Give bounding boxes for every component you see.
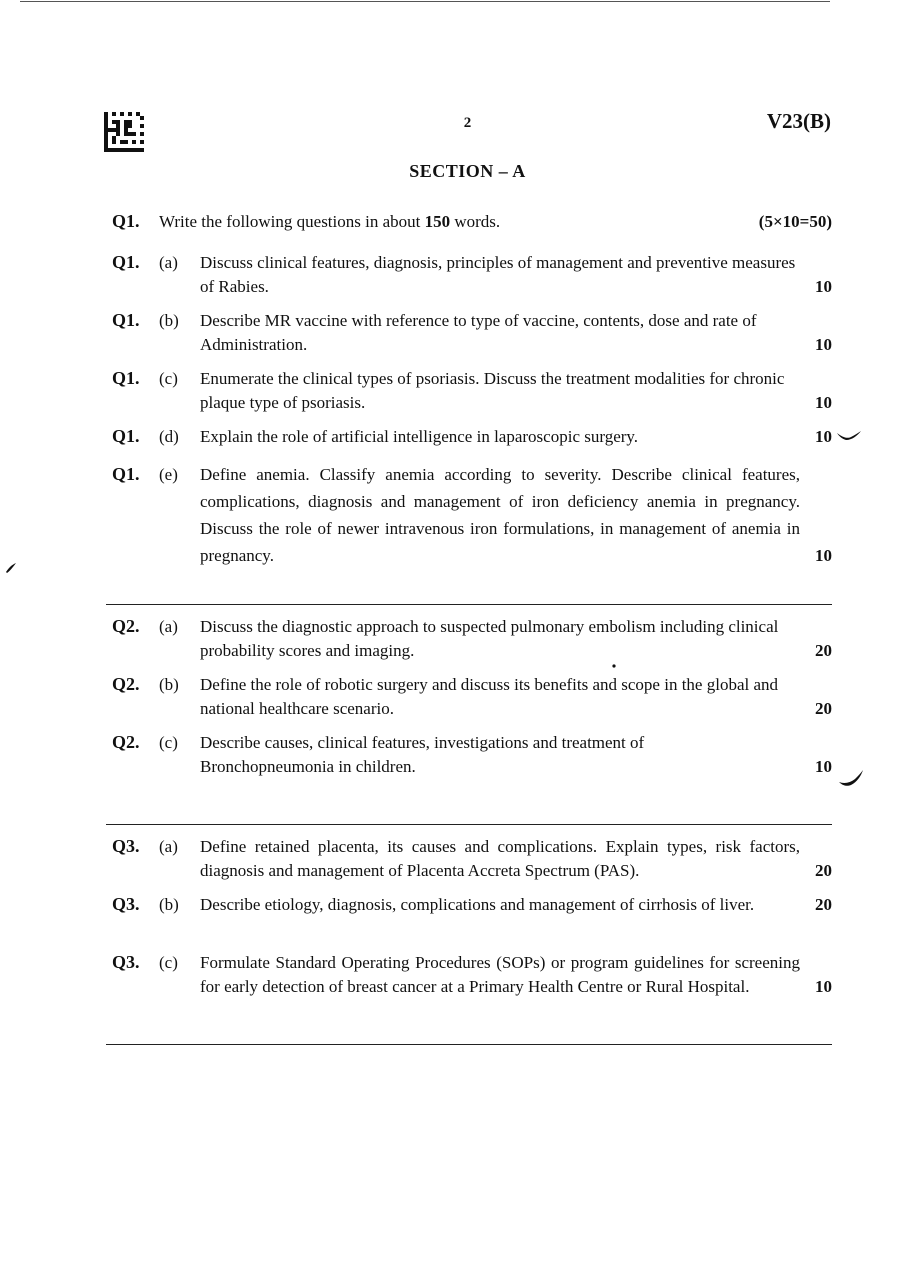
question-part: (b) <box>159 675 179 694</box>
question-number: Q2. <box>112 674 140 694</box>
question-marks: 20 <box>815 895 832 914</box>
question-part: (c) <box>159 953 178 972</box>
question-marks: 10 <box>815 276 832 296</box>
question-text: Enumerate the clinical types of psoriasis. Discuss the treatment modalities for chronic plaque type of psoriasis. <box>200 369 785 412</box>
question-marks: 10 <box>815 976 832 996</box>
question-1a <box>112 251 832 298</box>
question-number: Q2. <box>112 732 140 752</box>
question-number: Q1. <box>112 252 140 272</box>
question-number: Q3. <box>112 952 140 972</box>
question-marks: 10 <box>815 392 832 412</box>
question-part: (b) <box>159 311 179 330</box>
question-marks: 20 <box>815 860 832 880</box>
question-part: (c) <box>159 369 178 388</box>
question-marks: 10 <box>815 756 832 776</box>
question-text: Formulate Standard Operating Procedures (SOPs) or program guidelines for screening for early detection of breast cancer at a Primary Health Centre or Rural Hospital. <box>200 953 800 996</box>
question-text: Define anemia. Classify anemia according to severity. Describe clinical features, complications, diagnosis and management of iron deficiency anemia in pregnancy. Discuss the role of newer intravenous iron formulations, in management of anemia in pregnancy. <box>200 465 800 565</box>
question-text: Discuss clinical features, diagnosis, principles of management and preventive measures of Rabies. <box>200 253 796 296</box>
pen-tick-mark-icon <box>838 768 864 788</box>
question-1d <box>112 425 832 449</box>
question-2a <box>112 615 832 662</box>
question-number: Q3. <box>112 836 140 856</box>
question-number: Q1. <box>112 426 140 446</box>
divider <box>106 824 832 825</box>
pen-stroke-mark-icon <box>5 562 17 574</box>
question-text: Describe MR vaccine with reference to type of vaccine, contents, dose and rate of Administration. <box>200 311 757 354</box>
question-number: Q1. <box>112 310 140 330</box>
pen-tick-mark-icon <box>836 430 862 442</box>
question-part: (a) <box>159 837 178 856</box>
question-part: (a) <box>159 253 178 272</box>
question-text: Describe causes, clinical features, investigations and treatment of Bronchopneumonia in children. <box>200 733 645 776</box>
question-text: Describe etiology, diagnosis, complications and management of cirrhosis of liver. <box>200 895 755 914</box>
question-part: (d) <box>159 427 179 446</box>
question-marks: 10 <box>815 546 832 565</box>
question-1e <box>112 461 832 569</box>
question-marks: 20 <box>815 698 832 718</box>
question-number: Q1. <box>112 464 140 484</box>
question-1b <box>112 309 832 356</box>
top-border-line <box>20 1 830 2</box>
question-1c <box>112 367 832 414</box>
instruction-text: Write the following questions in about 150 words. <box>159 212 501 231</box>
question-part: (e) <box>159 465 178 484</box>
paper-code: V23(B) <box>766 109 831 133</box>
question-number: Q1. <box>112 368 140 388</box>
question-marks: 10 <box>815 334 832 354</box>
question-text: Define the role of robotic surgery and discuss its benefits and scope in the global and national healthcare scenario. <box>200 675 779 718</box>
question-marks: 10 <box>815 427 832 446</box>
divider <box>106 1044 832 1045</box>
question-number: Q1. <box>112 211 140 231</box>
question-text: Explain the role of artificial intelligence in laparoscopic surgery. <box>200 427 639 446</box>
question-number: Q3. <box>112 894 140 914</box>
section-marks: (5×10=50) <box>758 212 832 231</box>
page-number: 2 <box>463 115 472 131</box>
question-marks: 20 <box>815 640 832 660</box>
question-2c <box>112 731 832 778</box>
question-3b <box>112 893 832 917</box>
section-title: SECTION – A <box>409 161 526 181</box>
question-number: Q2. <box>112 616 140 636</box>
question-part: (a) <box>159 617 178 636</box>
divider <box>106 604 832 605</box>
question-text: Discuss the diagnostic approach to suspected pulmonary embolism including clinical probability scores and imaging. <box>200 617 779 660</box>
question-2b <box>112 673 832 720</box>
question-text: Define retained placenta, its causes and complications. Explain types, risk factors, diagnosis and management of Placenta Accreta Spectrum (PAS). <box>200 837 800 880</box>
question-part: (b) <box>159 895 179 914</box>
question-part: (c) <box>159 733 178 752</box>
question-3a <box>112 835 832 882</box>
question-3c <box>112 951 832 998</box>
ink-dot-icon <box>612 664 616 668</box>
